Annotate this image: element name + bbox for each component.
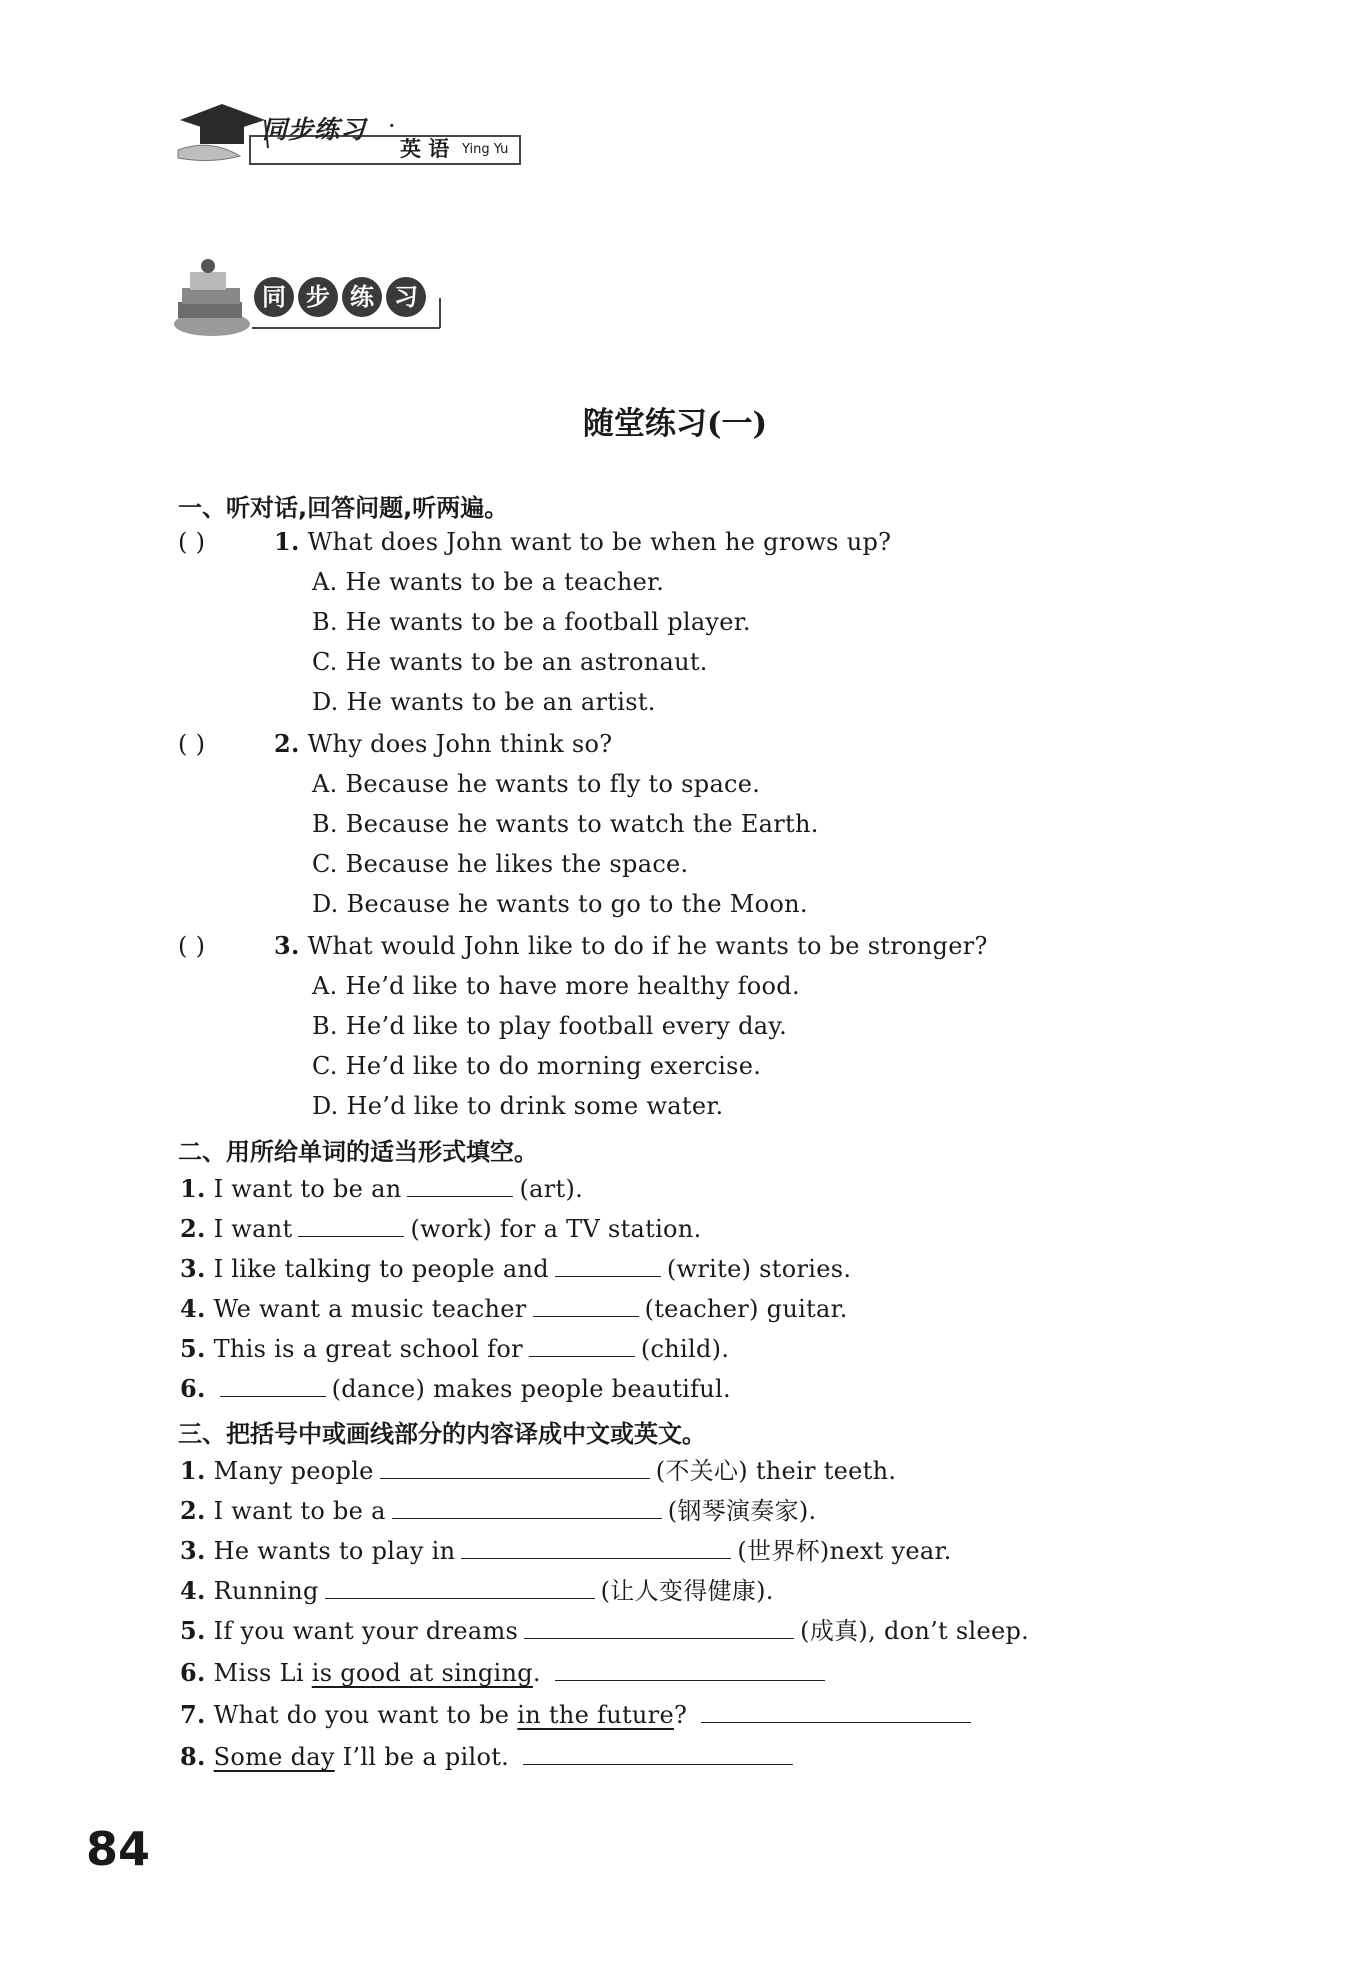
answer-blank[interactable] bbox=[533, 1292, 639, 1317]
answer-blank[interactable] bbox=[701, 1698, 971, 1723]
fill-item: 4. We want a music teacher (teacher) guitar. bbox=[180, 1294, 848, 1323]
fill-item: 2. I want (work) for a TV station. bbox=[180, 1214, 702, 1243]
question-text: What would John like to do if he wants to be stronger? bbox=[307, 932, 988, 960]
header-pinyin: Ying Yu bbox=[462, 142, 509, 157]
translate-item: 4. Running (让人变得健康). bbox=[180, 1576, 774, 1605]
translate-item: 1. Many people (不关心) their teeth. bbox=[180, 1456, 897, 1485]
page-number: 84 bbox=[86, 1822, 151, 1876]
fill-item: 3. I like talking to people and (write) stories. bbox=[180, 1254, 852, 1283]
option: A. He’d like to have more healthy food. bbox=[312, 972, 800, 1000]
translate-item: 5. If you want your dreams (成真), don’t sleep. bbox=[180, 1616, 1030, 1645]
answer-blank[interactable] bbox=[524, 1614, 794, 1639]
translate-item: 6. Miss Li is good at singing. bbox=[180, 1656, 831, 1689]
option: D. He wants to be an artist. bbox=[312, 688, 656, 716]
fill-item: 1. I want to be an (art). bbox=[180, 1174, 584, 1203]
option: A. Because he wants to fly to space. bbox=[312, 770, 761, 798]
banner-char: 步 bbox=[298, 277, 338, 317]
question-number: 3. bbox=[274, 931, 300, 960]
underlined-phrase: is good at singing bbox=[311, 1659, 533, 1687]
question-text: What does John want to be when he grows up? bbox=[307, 528, 892, 556]
option: C. He’d like to do morning exercise. bbox=[312, 1052, 762, 1080]
answer-blank[interactable] bbox=[407, 1172, 513, 1197]
translate-item: 2. I want to be a (钢琴演奏家). bbox=[180, 1496, 817, 1525]
option: C. Because he likes the space. bbox=[312, 850, 689, 878]
answer-paren[interactable]: ( ) bbox=[178, 730, 206, 758]
option: B. Because he wants to watch the Earth. bbox=[312, 810, 819, 838]
question-number: 2. bbox=[274, 729, 300, 758]
option: C. He wants to be an astronaut. bbox=[312, 648, 708, 676]
answer-blank[interactable] bbox=[380, 1454, 650, 1479]
fill-item: 5. This is a great school for (child). bbox=[180, 1334, 730, 1363]
page-title: 随堂练习(一) bbox=[582, 406, 768, 442]
answer-blank[interactable] bbox=[555, 1656, 825, 1681]
banner-char: 习 bbox=[386, 277, 426, 317]
fill-item: 6. (dance) makes people beautiful. bbox=[180, 1374, 731, 1403]
header-subject: 英 语 bbox=[400, 137, 450, 161]
underlined-phrase: in the future bbox=[517, 1701, 674, 1729]
section-heading: 二、用所给单词的适当形式填空。 bbox=[178, 1138, 538, 1166]
header-brand: 同步练习 bbox=[262, 115, 367, 144]
answer-blank[interactable] bbox=[325, 1574, 595, 1599]
answer-paren[interactable]: ( ) bbox=[178, 932, 206, 960]
section-heading: 三、把括号中或画线部分的内容译成中文或英文。 bbox=[178, 1420, 706, 1448]
translate-item: 3. He wants to play in (世界杯)next year. bbox=[180, 1536, 952, 1565]
answer-blank[interactable] bbox=[298, 1212, 404, 1237]
option: B. He’d like to play football every day. bbox=[312, 1012, 788, 1040]
section-heading: 一、听对话,回答问题,听两遍。 bbox=[178, 494, 509, 522]
question-text: Why does John think so? bbox=[307, 730, 613, 758]
answer-blank[interactable] bbox=[529, 1332, 635, 1357]
option: D. Because he wants to go to the Moon. bbox=[312, 890, 808, 918]
option: B. He wants to be a football player. bbox=[312, 608, 751, 636]
underlined-phrase: Some day bbox=[213, 1743, 335, 1771]
answer-blank[interactable] bbox=[392, 1494, 662, 1519]
header-dot: · bbox=[388, 112, 396, 140]
answer-blank[interactable] bbox=[523, 1740, 793, 1765]
answer-blank[interactable] bbox=[461, 1534, 731, 1559]
answer-blank[interactable] bbox=[555, 1252, 661, 1277]
translate-item: 7. What do you want to be in the future? bbox=[180, 1698, 977, 1731]
banner-char: 同 bbox=[254, 277, 294, 317]
question-number: 1. bbox=[274, 527, 300, 556]
answer-blank[interactable] bbox=[220, 1372, 326, 1397]
option: A. He wants to be a teacher. bbox=[312, 568, 665, 596]
translate-item: 8. Some day I’ll be a pilot. bbox=[180, 1740, 799, 1773]
answer-paren[interactable]: ( ) bbox=[178, 528, 206, 556]
option: D. He’d like to drink some water. bbox=[312, 1092, 724, 1120]
banner-char: 练 bbox=[342, 277, 382, 317]
